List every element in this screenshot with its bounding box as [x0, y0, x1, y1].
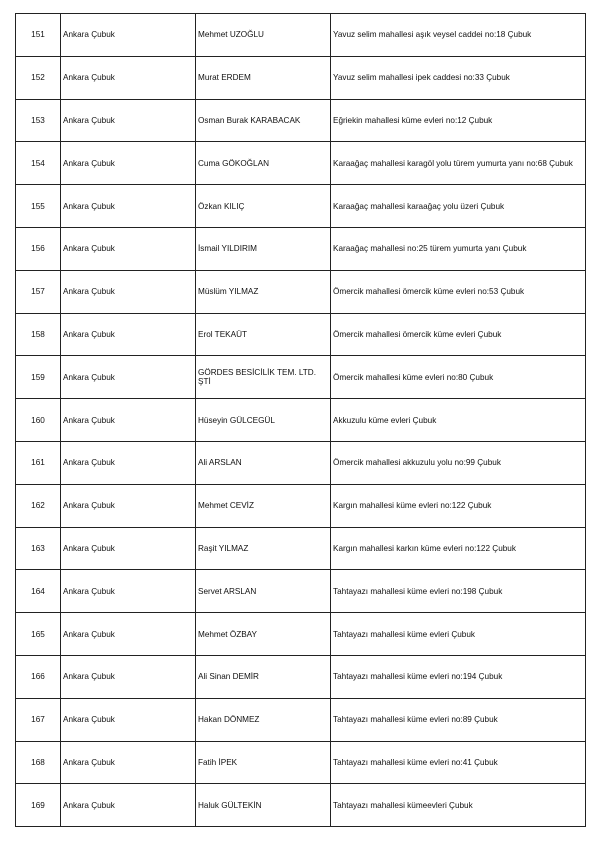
location-cell: Ankara Çubuk [61, 99, 196, 142]
records-table [15, 13, 586, 827]
location-cell: Ankara Çubuk [61, 527, 196, 570]
row-number-cell: 158 [16, 313, 61, 356]
address-cell: Tahtayazı mahallesi kümeevleri Çubuk [331, 784, 586, 827]
address-cell: Tahtayazı mahallesi küme evleri Çubuk [331, 613, 586, 656]
name-cell: Haluk GÜLTEKİN [196, 784, 331, 827]
address-cell: Ömercik mahallesi ömercik küme evleri Çubuk [331, 313, 586, 356]
name-cell: Mehmet CEVİZ [196, 484, 331, 527]
table-row [16, 270, 586, 313]
table-row [16, 185, 586, 228]
location-cell: Ankara Çubuk [61, 698, 196, 741]
table-row [16, 356, 586, 399]
row-number-cell: 159 [16, 356, 61, 399]
address-cell: Karaağaç mahallesi no:25 türem yumurta yanı Çubuk [331, 227, 586, 270]
location-cell: Ankara Çubuk [61, 313, 196, 356]
name-cell: Mehmet UZOĞLU [196, 14, 331, 57]
location-cell: Ankara Çubuk [61, 399, 196, 442]
address-cell: Ömercik mahallesi ömercik küme evleri no:53 Çubuk [331, 270, 586, 313]
row-number-cell: 161 [16, 441, 61, 484]
location-cell: Ankara Çubuk [61, 14, 196, 57]
location-cell: Ankara Çubuk [61, 484, 196, 527]
row-number-cell: 152 [16, 56, 61, 99]
address-cell: Tahtayazı mahallesi küme evleri no:194 Çubuk [331, 655, 586, 698]
location-cell: Ankara Çubuk [61, 655, 196, 698]
table-row [16, 698, 586, 741]
table-row [16, 14, 586, 57]
location-cell: Ankara Çubuk [61, 356, 196, 399]
table-row [16, 399, 586, 442]
name-cell: Raşit YILMAZ [196, 527, 331, 570]
name-cell: Cuma GÖKOĞLAN [196, 142, 331, 185]
location-cell: Ankara Çubuk [61, 613, 196, 656]
table-row [16, 527, 586, 570]
row-number-cell: 167 [16, 698, 61, 741]
table-row [16, 227, 586, 270]
location-cell: Ankara Çubuk [61, 270, 196, 313]
table-row [16, 655, 586, 698]
address-cell: Yavuz selim mahallesi aşık veysel caddei no:18 Çubuk [331, 14, 586, 57]
name-cell: Murat ERDEM [196, 56, 331, 99]
table-row [16, 741, 586, 784]
address-cell: Tahtayazı mahallesi küme evleri no:198 Çubuk [331, 570, 586, 613]
address-cell: Tahtayazı mahallesi küme evleri no:41 Çubuk [331, 741, 586, 784]
name-cell: Fatih İPEK [196, 741, 331, 784]
table-row [16, 570, 586, 613]
location-cell: Ankara Çubuk [61, 441, 196, 484]
table-row [16, 142, 586, 185]
row-number-cell: 153 [16, 99, 61, 142]
address-cell: Eğriekin mahallesi küme evleri no:12 Çubuk [331, 99, 586, 142]
name-cell: Özkan KILIÇ [196, 185, 331, 228]
row-number-cell: 163 [16, 527, 61, 570]
address-cell: Karaağaç mahallesi karaağaç yolu üzeri Çubuk [331, 185, 586, 228]
table-row [16, 56, 586, 99]
location-cell: Ankara Çubuk [61, 185, 196, 228]
address-cell: Akkuzulu küme evleri Çubuk [331, 399, 586, 442]
address-cell: Karaağaç mahallesi karagöl yolu türem yumurta yanı no:68 Çubuk [331, 142, 586, 185]
name-cell: Hüseyin GÜLCEGÜL [196, 399, 331, 442]
table-row [16, 441, 586, 484]
name-cell: Osman Burak KARABACAK [196, 99, 331, 142]
name-cell: Müslüm YILMAZ [196, 270, 331, 313]
row-number-cell: 164 [16, 570, 61, 613]
row-number-cell: 156 [16, 227, 61, 270]
name-cell: Mehmet ÖZBAY [196, 613, 331, 656]
row-number-cell: 154 [16, 142, 61, 185]
name-cell: GÖRDES BESİCİLİK TEM. LTD. ŞTİ [196, 356, 331, 399]
records-table-body [16, 14, 586, 827]
row-number-cell: 169 [16, 784, 61, 827]
row-number-cell: 166 [16, 655, 61, 698]
address-cell: Ömercik mahallesi küme evleri no:80 Çubuk [331, 356, 586, 399]
name-cell: İsmail YILDIRIM [196, 227, 331, 270]
row-number-cell: 157 [16, 270, 61, 313]
location-cell: Ankara Çubuk [61, 784, 196, 827]
location-cell: Ankara Çubuk [61, 142, 196, 185]
name-cell: Ali ARSLAN [196, 441, 331, 484]
location-cell: Ankara Çubuk [61, 227, 196, 270]
name-cell: Servet ARSLAN [196, 570, 331, 613]
address-cell: Kargın mahallesi karkın küme evleri no:122 Çubuk [331, 527, 586, 570]
table-row [16, 613, 586, 656]
table-row [16, 484, 586, 527]
row-number-cell: 162 [16, 484, 61, 527]
location-cell: Ankara Çubuk [61, 741, 196, 784]
name-cell: Erol TEKAÜT [196, 313, 331, 356]
address-cell: Tahtayazı mahallesi küme evleri no:89 Çubuk [331, 698, 586, 741]
table-row [16, 784, 586, 827]
address-cell: Ömercik mahallesi akkuzulu yolu no:99 Çubuk [331, 441, 586, 484]
row-number-cell: 151 [16, 14, 61, 57]
name-cell: Hakan DÖNMEZ [196, 698, 331, 741]
address-cell: Yavuz selim mahallesi ipek caddesi no:33 Çubuk [331, 56, 586, 99]
table-row [16, 99, 586, 142]
location-cell: Ankara Çubuk [61, 56, 196, 99]
location-cell: Ankara Çubuk [61, 570, 196, 613]
table-row [16, 313, 586, 356]
name-cell: Ali Sinan DEMİR [196, 655, 331, 698]
row-number-cell: 168 [16, 741, 61, 784]
address-cell: Kargın mahallesi küme evleri no:122 Çubuk [331, 484, 586, 527]
row-number-cell: 155 [16, 185, 61, 228]
row-number-cell: 160 [16, 399, 61, 442]
row-number-cell: 165 [16, 613, 61, 656]
